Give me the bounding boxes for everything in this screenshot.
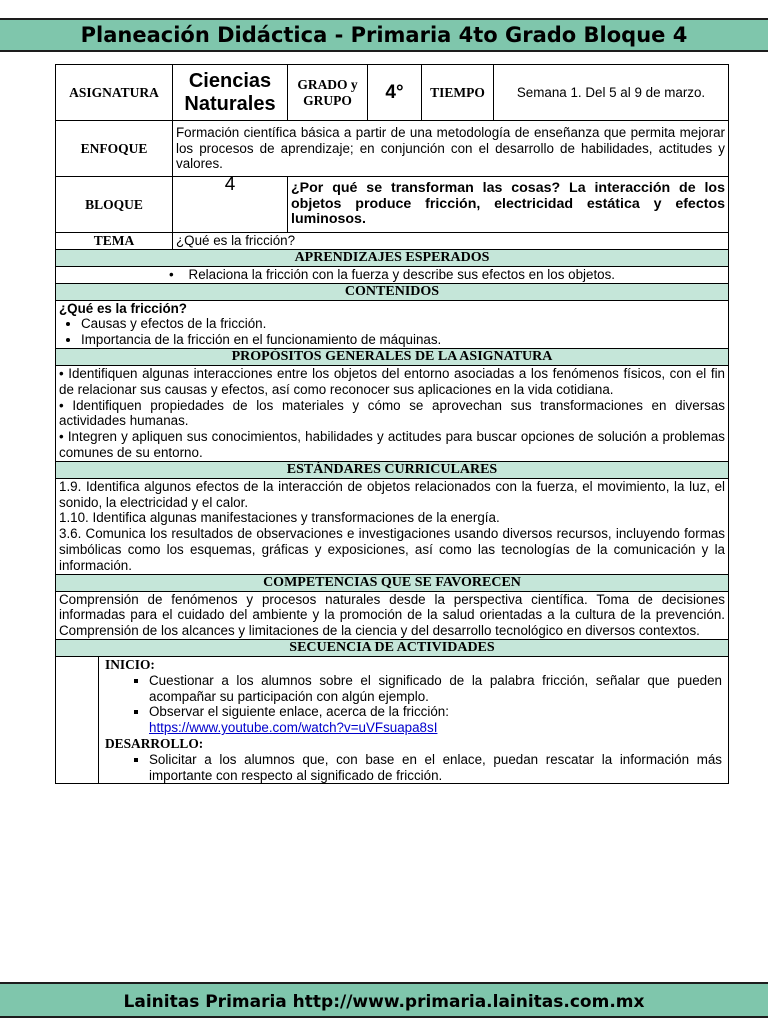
- bloque-label: BLOQUE: [56, 177, 173, 233]
- aprendizajes-cell: [56, 266, 729, 283]
- list-item: • Identifiquen propiedades de los materiales y cómo se aprovechan sus transformaciones en diversas actividades humanas.: [59, 397, 725, 429]
- competencias-text: Comprensión de fenómenos y procesos naturales desde la perspectiva científica. Toma de decisiones informadas para el cuidado del ambiente y la promoción de la salud orientadas a la cultura de la prevención. Comprensión de los alcances y limitaciones de la ciencia y del desarrollo tecnológico en diversos contextos.: [56, 591, 729, 639]
- secuencia-inner-table: [56, 657, 728, 783]
- bloque-row: [56, 177, 729, 233]
- asignatura-row: [56, 65, 729, 121]
- estandares-heading: ESTÁNDARES CURRICULARES: [56, 461, 729, 478]
- grado-label: GRADO y GRUPO: [288, 65, 368, 121]
- secuencia-cell: [56, 656, 729, 783]
- list-item: 1.9. Identifica algunos efectos de la interacción de objetos relacionados con la fuerza, el movimiento, la luz, el sonido, la electricidad y el calor.: [59, 478, 725, 510]
- page-header-banner: [0, 18, 768, 52]
- aprendizajes-heading: APRENDIZAJES ESPERADOS: [56, 249, 729, 266]
- footer-text: Lainitas Primaria http://www.primaria.lainitas.com.mx: [123, 992, 645, 1012]
- asignatura-value: Ciencias Naturales: [173, 65, 288, 121]
- enfoque-value: Formación científica básica a partir de una metodología de enseñanza que permita mejorar los procesos de aprendizaje; en conjunción con el desarrollo de habilidades, actitudes y valores.: [173, 121, 729, 177]
- enfoque-row: [56, 121, 729, 177]
- video-link[interactable]: https://www.youtube.com/watch?v=uVFsuapa8sI: [149, 720, 438, 736]
- list-item: • Importancia de la fricción en el funcionamiento de máquinas.: [81, 332, 725, 348]
- propositos-heading: PROPÓSITOS GENERALES DE LA ASIGNATURA: [56, 348, 729, 365]
- secuencia-indent: [56, 657, 99, 783]
- propositos-cell: [56, 365, 729, 461]
- estandares-cell: [56, 478, 729, 574]
- secuencia-heading: SECUENCIA DE ACTIVIDADES: [56, 639, 729, 656]
- list-item: • Identifiquen algunas interacciones entre los objetos del entorno asociadas a los fenómenos físicos, con el fin de relacionar sus causas y efectos, así como reconocer sus aplicaciones en la vida cotidiana.: [59, 365, 725, 397]
- bloque-title: ¿Por qué se transforman las cosas? La interacción de los objetos produce fricción, electricidad estática y efectos luminosos.: [288, 177, 729, 233]
- list-item: ▪ Cuestionar a los alumnos sobre el significado de la palabra fricción, señalar que pueden acompañar su participación con algún ejemplo.: [149, 673, 722, 705]
- page-title: Planeación Didáctica - Primaria 4to Grado Bloque 4: [80, 23, 688, 47]
- secuencia-content: [99, 657, 729, 783]
- contenidos-cell: [56, 300, 729, 348]
- contenidos-heading: CONTENIDOS: [56, 283, 729, 300]
- list-item: • Causas y efectos de la fricción.: [81, 316, 725, 332]
- tema-label: TEMA: [56, 233, 173, 250]
- planning-table: [55, 64, 729, 784]
- list-item: • Integren y apliquen sus conocimientos, habilidades y actitudes para buscar opciones de solución a problemas comunes de su entorno.: [59, 429, 725, 460]
- secuencia-row: [56, 656, 729, 783]
- bloque-number: 4: [173, 177, 288, 233]
- asignatura-label: ASIGNATURA: [56, 65, 173, 121]
- page-footer-banner: [0, 982, 768, 1018]
- list-item: 3.6. Comunica los resultados de observaciones e investigaciones usando diversos recursos, incluyendo formas simbólicas como los esquemas, gráficas y exposiciones, así como las tecnologías de la comunicación y la información.: [59, 526, 725, 573]
- enfoque-label: ENFOQUE: [56, 121, 173, 177]
- grado-value: 4°: [368, 65, 422, 121]
- tema-value: ¿Qué es la fricción?: [173, 233, 729, 250]
- contenidos-title: ¿Qué es la fricción?: [59, 300, 187, 316]
- competencias-heading: COMPETENCIAS QUE SE FAVORECEN: [56, 574, 729, 591]
- list-item: 1.10. Identifica algunas manifestaciones y transformaciones de la energía.: [59, 510, 500, 526]
- tiempo-label: TIEMPO: [422, 65, 494, 121]
- tema-row: [56, 233, 729, 250]
- list-item: ▪ Solicitar a los alumnos que, con base en el enlace, puedan rescatar la información más importante con respecto al significado de fricción.: [149, 752, 722, 784]
- desarrollo-label: DESARROLLO:: [105, 735, 204, 751]
- list-item: • Relaciona la fricción con la fuerza y describe sus efectos en los objetos.: [168, 266, 616, 282]
- tiempo-value: Semana 1. Del 5 al 9 de marzo.: [494, 65, 729, 121]
- list-item: ▪ Observar el siguiente enlace, acerca de la fricción: https://www.youtube.com/watch?v=uVFsuapa8sI: [149, 704, 722, 736]
- inicio-label: INICIO:: [105, 656, 155, 672]
